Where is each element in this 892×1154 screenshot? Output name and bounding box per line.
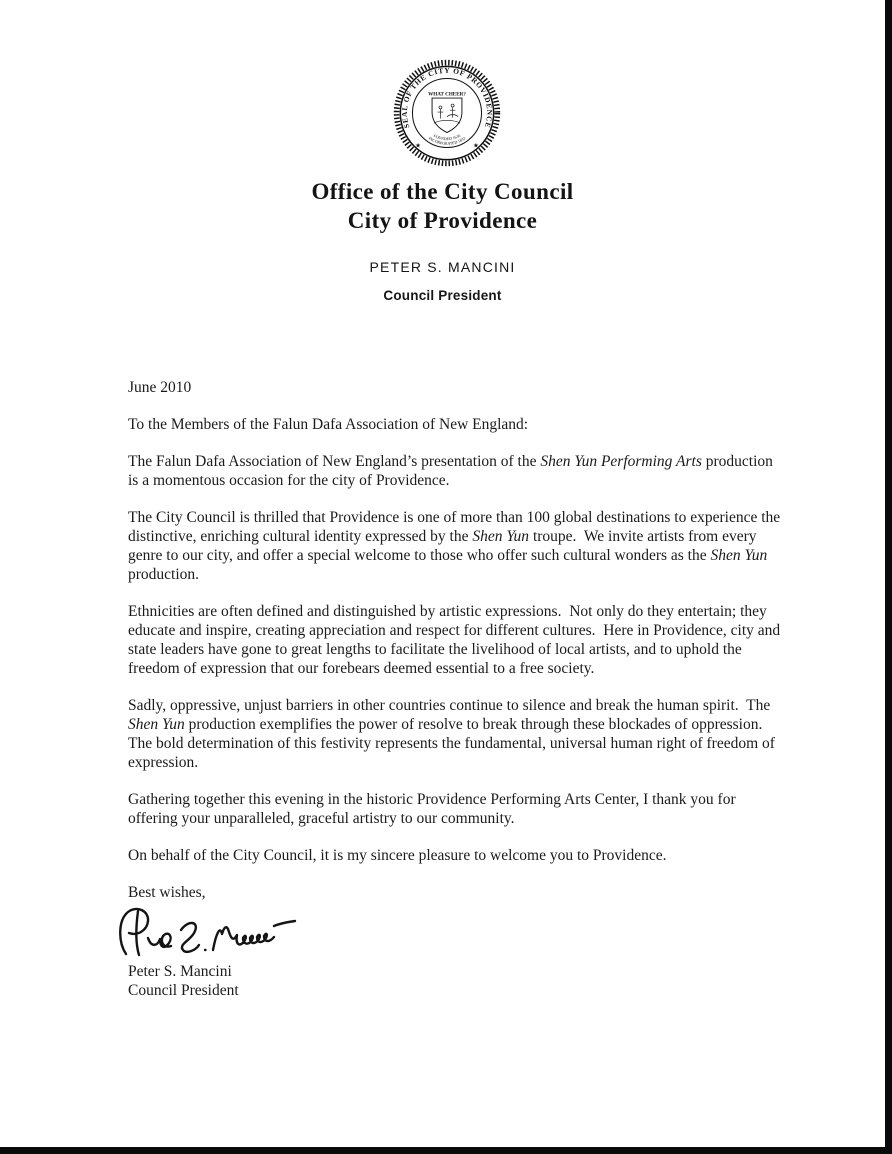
letter-paragraph	[128, 602, 783, 678]
text-run: Gathering together this evening in the historic Providence Performing Arts Center, I thank you for offering your unparalleled, graceful artistry to our community.	[128, 791, 740, 827]
office-heading-line1: Office of the City Council	[311, 179, 574, 204]
seal-serrated-edge	[397, 63, 498, 164]
letter-paragraph	[128, 452, 783, 490]
official-title: Council President	[383, 288, 502, 303]
seal-figure-right	[451, 104, 454, 107]
signature-stroke-s	[181, 923, 199, 952]
text-run: The City Council is thrilled that Providence is one of more than 100 global destinations to experience the distinctive, enriching cultural identity expressed by the	[128, 509, 785, 545]
signature	[116, 904, 783, 960]
city-seal-graphic	[391, 57, 503, 169]
seal-incorporated-text: INCORPORATED 1832	[427, 135, 467, 146]
seal-star-left-icon: ★	[415, 142, 421, 150]
letter-date: June 2010	[128, 379, 192, 396]
scan-edge-right	[885, 0, 892, 1154]
typed-name: Peter S. Mancini	[128, 963, 232, 980]
signature-stroke-uto	[148, 934, 171, 947]
office-heading	[0, 177, 885, 235]
seal-figure-left-body	[438, 109, 444, 118]
letter-body	[128, 378, 783, 1000]
text-run: Ethnicities are often defined and distinguished by artistic expressions. Not only do they entertain; they educate and inspire, creating appreciation and respect for different cultures. Here in Providence, city and state leaders have gone to great lengths to facilitate the livelihood of local artists, and to uphold the freedom of expression that our forebears deemed essential to a free society.	[128, 603, 785, 677]
letter-paragraph	[128, 846, 783, 865]
text-run: production exemplifies the power of resolve to break through these blockades of oppression. The bold determination of this festivity represents the fundamental, universal human right of freedom of expression.	[128, 716, 779, 771]
seal-figure-left	[439, 106, 442, 109]
seal-star-right-icon: ★	[473, 142, 479, 150]
seal-founded-text: FOUNDED 1636	[432, 132, 462, 142]
typed-signature-block	[128, 962, 783, 1000]
office-heading-line2: City of Providence	[347, 208, 538, 233]
text-run: The Falun Dafa Association of New England’s presentation of the	[128, 453, 541, 470]
italic-text-run: Shen Yun	[472, 528, 530, 545]
text-run: production.	[128, 547, 772, 583]
signature-stroke-loop	[120, 909, 148, 954]
text-run: Sadly, oppressive, unjust barriers in other countries continue to silence and break the human spirit. The	[128, 697, 775, 714]
letter-paragraph	[128, 508, 783, 584]
italic-text-run: Shen Yun Performing Arts	[540, 453, 702, 470]
text-run: On behalf of the City Council, it is my sincere pleasure to welcome you to Providence.	[128, 847, 667, 864]
official-name: PETER S. MANCINI	[369, 259, 516, 275]
letter-paragraphs	[128, 452, 783, 865]
italic-text-run: Shen Yun	[128, 716, 185, 733]
valediction: Best wishes,	[128, 884, 206, 901]
signature-stroke-m	[213, 927, 274, 950]
seal-shield	[432, 98, 462, 133]
typed-title: Council President	[128, 982, 239, 999]
letter-salutation: To the Members of the Falun Dafa Association of New England:	[128, 416, 529, 433]
city-seal	[391, 57, 503, 169]
signature-graphic	[116, 904, 316, 960]
text-run: troupe. We invite artists from every genre to our city, and offer a special welcome to those who offer such cultural wonders as the	[128, 528, 761, 564]
scan-edge-bottom	[0, 1147, 892, 1154]
seal-banner-text: WHAT CHEER?	[428, 91, 466, 98]
signature-stroke-flourish	[274, 921, 295, 926]
letter-paragraph	[128, 696, 783, 772]
seal-scene-ground	[434, 120, 460, 123]
letter-paragraph	[128, 790, 783, 828]
text-run: production is a momentous occasion for the city of Providence.	[128, 453, 777, 489]
seal-ring-text: SEAL OF THE CITY OF PROVIDENCE	[399, 65, 495, 130]
italic-text-run: Shen Yun	[710, 547, 768, 564]
seal-figure-right-body	[447, 107, 458, 117]
